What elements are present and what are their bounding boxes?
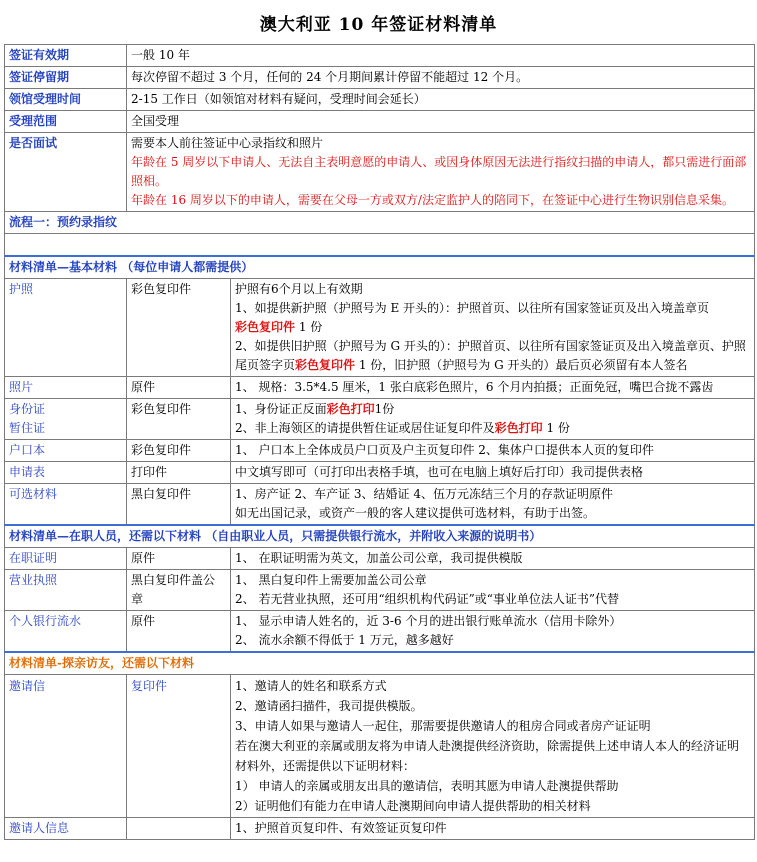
row-label: 邀请人信息 [5, 817, 127, 839]
section-title: 材料清单—基本材料 [9, 259, 118, 274]
row-type: 彩色复印件 [127, 398, 231, 439]
table-row [5, 674, 755, 817]
row-detail: 中文填写即可（可打印出表格手填，也可在电脑上填好后打印）我司提供表格 [231, 461, 755, 483]
table-row [5, 461, 755, 483]
row-type: 黑白复印件 [127, 483, 231, 525]
row-value: 2-15 工作日（如领馆对材料有疑问，受理时间会延长） [127, 89, 755, 111]
table-row [5, 67, 755, 89]
row-type: 原件 [127, 376, 231, 398]
table-row [5, 547, 755, 569]
table-row [5, 569, 755, 610]
row-label: 领馆受理时间 [5, 89, 127, 111]
row-detail: 1、邀请人的姓名和联系方式 2、邀请函扫描件，我司提供模版。 3、申请人如果与邀请人一起住，那需要提供邀请人的租房合同或者房产证证明 若在澳大利亚的亲属或朋友将为申请人赴澳提供经济资助，除需提供上述申请人本人的经济证明材料外，还需提供以下证明材料： 1） 申请人的亲属或朋友出具的邀请信，表明其愿为申请人赴澳提供帮助 2）证明他们有能力在申请人赴澳期间向申请人提供帮助的相关材料 [231, 674, 755, 817]
row-label: 申请表 [5, 461, 127, 483]
row-detail: 1、 显示申请人姓名的，近 3-6 个月的进出银行账单流水（信用卡除外） 2、 流水余额不得低于 1 万元，越多越好 [231, 610, 755, 652]
table-row [5, 111, 755, 133]
row-label: 身份证 暂住证 [5, 398, 127, 439]
row-type: 黑白复印件盖公章 [127, 569, 231, 610]
row-value [127, 133, 755, 212]
row-type: 彩色复印件 [127, 439, 231, 461]
row-label: 签证有效期 [5, 45, 127, 67]
row-type: 复印件 [127, 674, 231, 817]
row-type [127, 817, 231, 839]
row-label: 营业执照 [5, 569, 127, 610]
row-label: 邀请信 [5, 674, 127, 817]
section-note: （每位申请人都需提供） [121, 259, 254, 274]
row-detail: 1、 黑白复印件上需要加盖公司公章 2、 若无营业执照，还可用“组织机构代码证”或“事业单位法人证书”代替 [231, 569, 755, 610]
row-type: 打印件 [127, 461, 231, 483]
table-row [5, 439, 755, 461]
table-row [5, 133, 755, 212]
row-detail: 1、 规格：3.5*4.5 厘米，1 张白底彩色照片，6 个月内拍摄；正面免冠，嘴巴合拢不露齿 [231, 376, 755, 398]
row-label: 户口本 [5, 439, 127, 461]
row-label: 签证停留期 [5, 67, 127, 89]
interview-note-under5: 年龄在 5 周岁以下申请人、无法自主表明意愿的申请人、或因身体原因无法进行指纹扫描的申请人，都只需进行面部照相。 [131, 155, 747, 188]
table-row [5, 610, 755, 652]
table-row [5, 89, 755, 111]
row-detail: 1、 在职证明需为英文，加盖公司公章，我司提供模版 [231, 547, 755, 569]
row-label: 照片 [5, 376, 127, 398]
table-row [5, 234, 755, 256]
row-label: 在职证明 [5, 547, 127, 569]
row-label: 是否面试 [5, 133, 127, 212]
row-value: 每次停留不超过 3 个月，任何的 24 个月期间累计停留不能超过 12 个月。 [127, 67, 755, 89]
row-label: 护照 [5, 278, 127, 376]
process-heading: 流程一：预约录指纹 [5, 212, 755, 234]
section-header [5, 652, 755, 675]
page-title: 澳大利亚 10 年签证材料清单 [259, 15, 498, 35]
table-row [5, 212, 755, 234]
section-title: 材料清单-探亲访友，还需以下材料 [5, 652, 755, 675]
row-detail: 1、护照首页复印件、有效签证页复印件 [231, 817, 755, 839]
table-row [5, 817, 755, 839]
section-header [5, 525, 755, 548]
section-note: （自由职业人员，只需提供银行流水，并附收入来源的说明书） [205, 528, 542, 543]
row-label: 受理范围 [5, 111, 127, 133]
row-detail: 1、身份证正反面彩色打印1份 2、非上海领区的请提供暂住证或居住证复印件及彩色打印 1 份 [231, 398, 755, 439]
table-row [5, 278, 755, 376]
row-label: 可选材料 [5, 483, 127, 525]
row-detail: 护照有6个月以上有效期 1、如提供新护照（护照号为 E 开头的）：护照首页、以往所有国家签证页及出入境盖章页 彩色复印件 1 份 2、如提供旧护照（护照号为 G 开头的）：护照首页、以往所有国家签证页及出入境盖章页、护照尾页签字页彩色复印件 1 份，旧护照（护照号为 G 开头的）最后页必须留有本人签名 [231, 278, 755, 376]
row-type: 彩色复印件 [127, 278, 231, 376]
row-value: 一般 10 年 [127, 45, 755, 67]
row-type: 原件 [127, 547, 231, 569]
row-detail: 1、 户口本上全体成员户口页及户主页复印件 2、集体户口提供本人页的复印件 [231, 439, 755, 461]
table-row [5, 45, 755, 67]
section-header [5, 256, 755, 279]
table-row [5, 398, 755, 439]
materials-table [4, 44, 755, 840]
row-detail: 1、房产证 2、车产证 3、结婚证 4、伍万元冻结三个月的存款证明原件 如无出国记录，或资产一般的客人建议提供可选材料，有助于出签。 [231, 483, 755, 525]
interview-line: 需要本人前往签证中心录指纹和照片 [131, 136, 324, 150]
interview-note-under16: 年龄在 16 周岁以下的申请人，需要在父母一方或双方/法定监护人的陪同下，在签证中心进行生物识别信息采集。 [131, 193, 734, 207]
table-row [5, 376, 755, 398]
section-title: 材料清单—在职人员，还需以下材料 [9, 528, 202, 543]
row-label: 个人银行流水 [5, 610, 127, 652]
table-row [5, 483, 755, 525]
row-value: 全国受理 [127, 111, 755, 133]
row-type: 原件 [127, 610, 231, 652]
